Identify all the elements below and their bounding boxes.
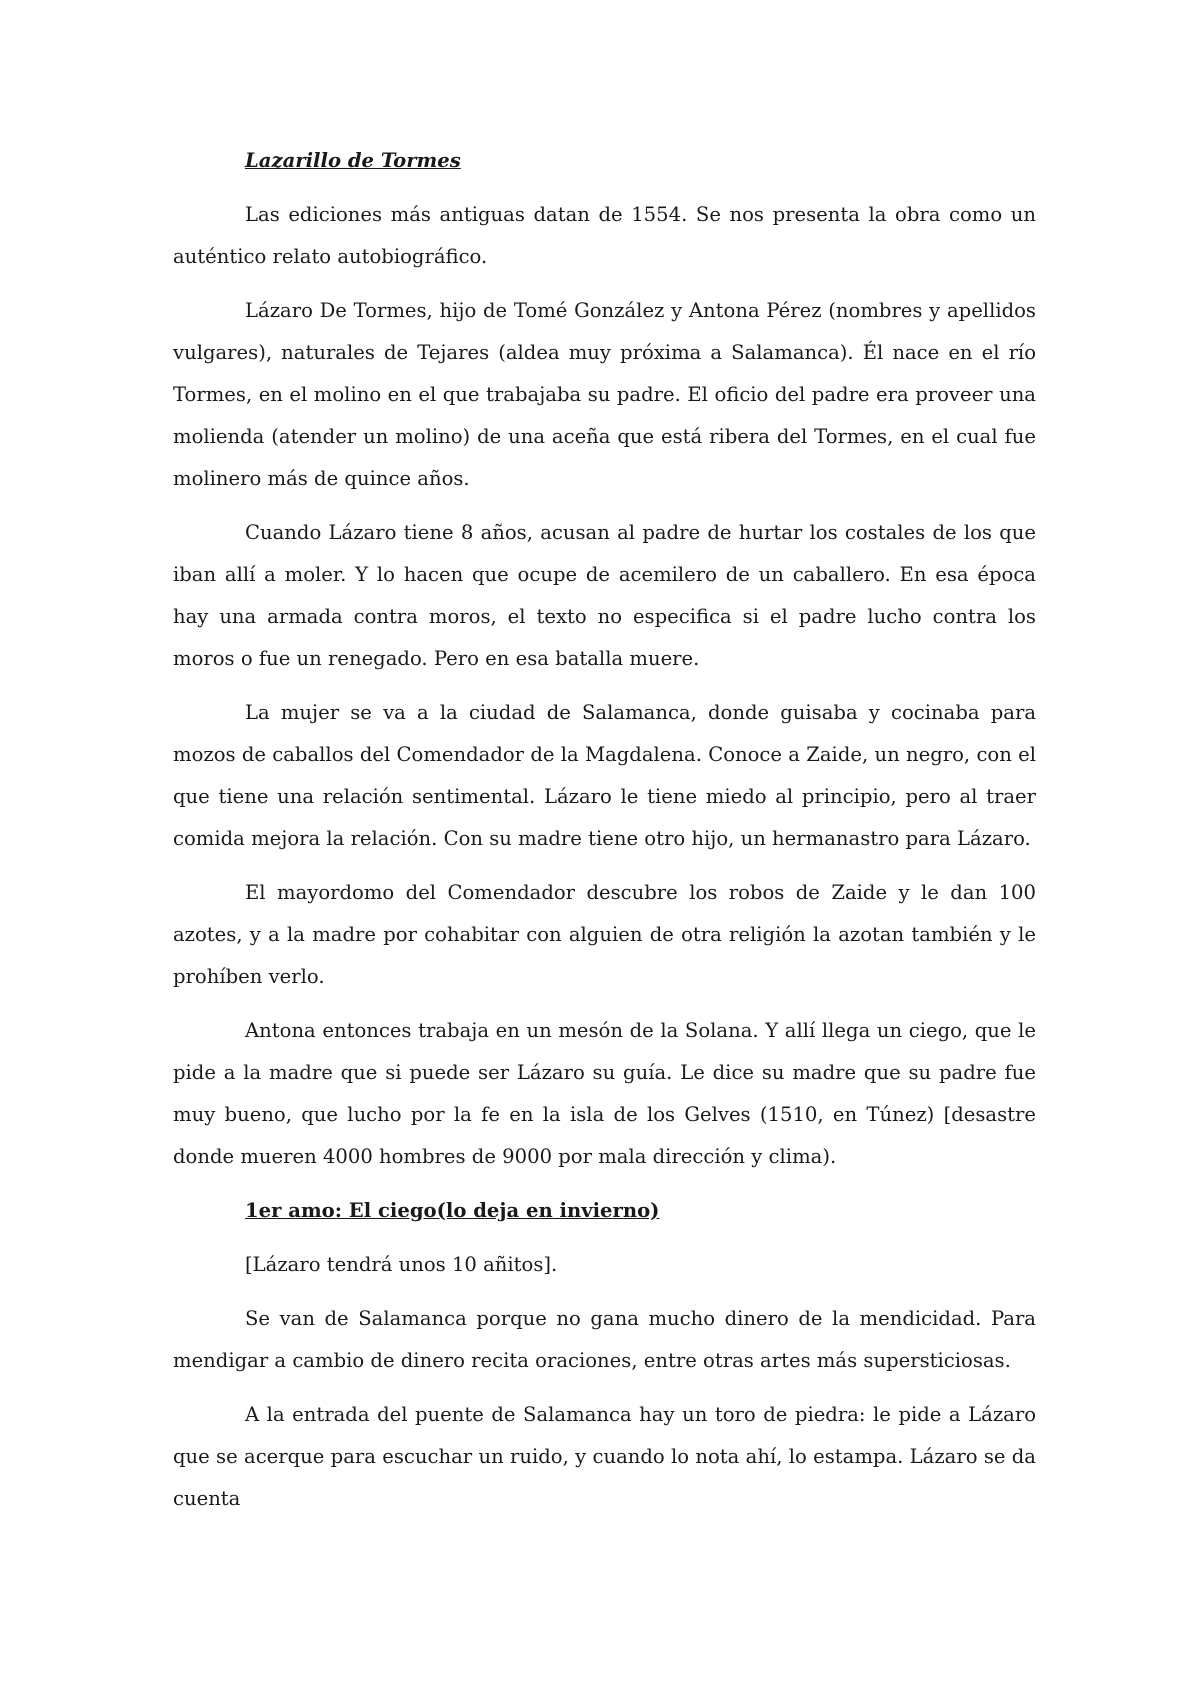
paragraph-salamanca: Se van de Salamanca porque no gana mucho dinero de la mendicidad. Para mendigar a cambio de dinero recita oraciones, entre otras artes más supersticiosas. xyxy=(173,1307,1036,1372)
paragraph-origin: Lázaro De Tormes, hijo de Tomé González y Antona Pérez (nombres y apellidos vulgares), naturales de Tejares (aldea muy próxima a Salamanca). Él nace en el río Tormes, en el molino en el que trabajaba su padre. El oficio del padre era proveer una molienda (atender un molino) de una aceña que está ribera del Tormes, en el cual fue molinero más de quince años. xyxy=(173,299,1036,490)
paragraph-age: [Lázaro tendrá unos 10 añitos]. xyxy=(245,1253,558,1276)
section-heading: 1er amo: El ciego(lo deja en invierno) xyxy=(245,1199,660,1222)
paragraph-father: Cuando Lázaro tiene 8 años, acusan al padre de hurtar los costales de los que iban allí a moler. Y lo hacen que ocupe de acemilero de un caballero. En esa época hay una armada contra moros, el texto no especifica si el padre lucho contra los moros o fue un renegado. Pero en esa batalla muere. xyxy=(173,521,1036,670)
paragraph-antona: Antona entonces trabaja en un mesón de la Solana. Y allí llega un ciego, que le pide a la madre que si puede ser Lázaro su guía. Le dice su madre que su padre fue muy bueno, que lucho por la fe en la isla de los Gelves (1510, en Túnez) [desastre donde mueren 4000 hombres de 9000 por mala dirección y clima). xyxy=(173,1019,1036,1168)
paragraph-toro: A la entrada del puente de Salamanca hay un toro de piedra: le pide a Lázaro que se acerque para escuchar un ruido, y cuando lo nota ahí, lo estampa. Lázaro se da cuenta xyxy=(173,1403,1036,1510)
paragraph-editions: Las ediciones más antiguas datan de 1554. Se nos presenta la obra como un auténtico relato autobiográfico. xyxy=(173,203,1036,268)
paragraph-mayordomo: El mayordomo del Comendador descubre los robos de Zaide y le dan 100 azotes, y a la madre por cohabitar con alguien de otra religión la azotan también y le prohíben verlo. xyxy=(173,881,1036,988)
document-body xyxy=(173,140,1036,1532)
document-title: Lazarillo de Tormes xyxy=(245,149,461,172)
paragraph-mother: La mujer se va a la ciudad de Salamanca, donde guisaba y cocinaba para mozos de caballos del Comendador de la Magdalena. Conoce a Zaide, un negro, con el que tiene una relación sentimental. Lázaro le tiene miedo al principio, pero al traer comida mejora la relación. Con su madre tiene otro hijo, un hermanastro para Lázaro. xyxy=(173,701,1036,850)
